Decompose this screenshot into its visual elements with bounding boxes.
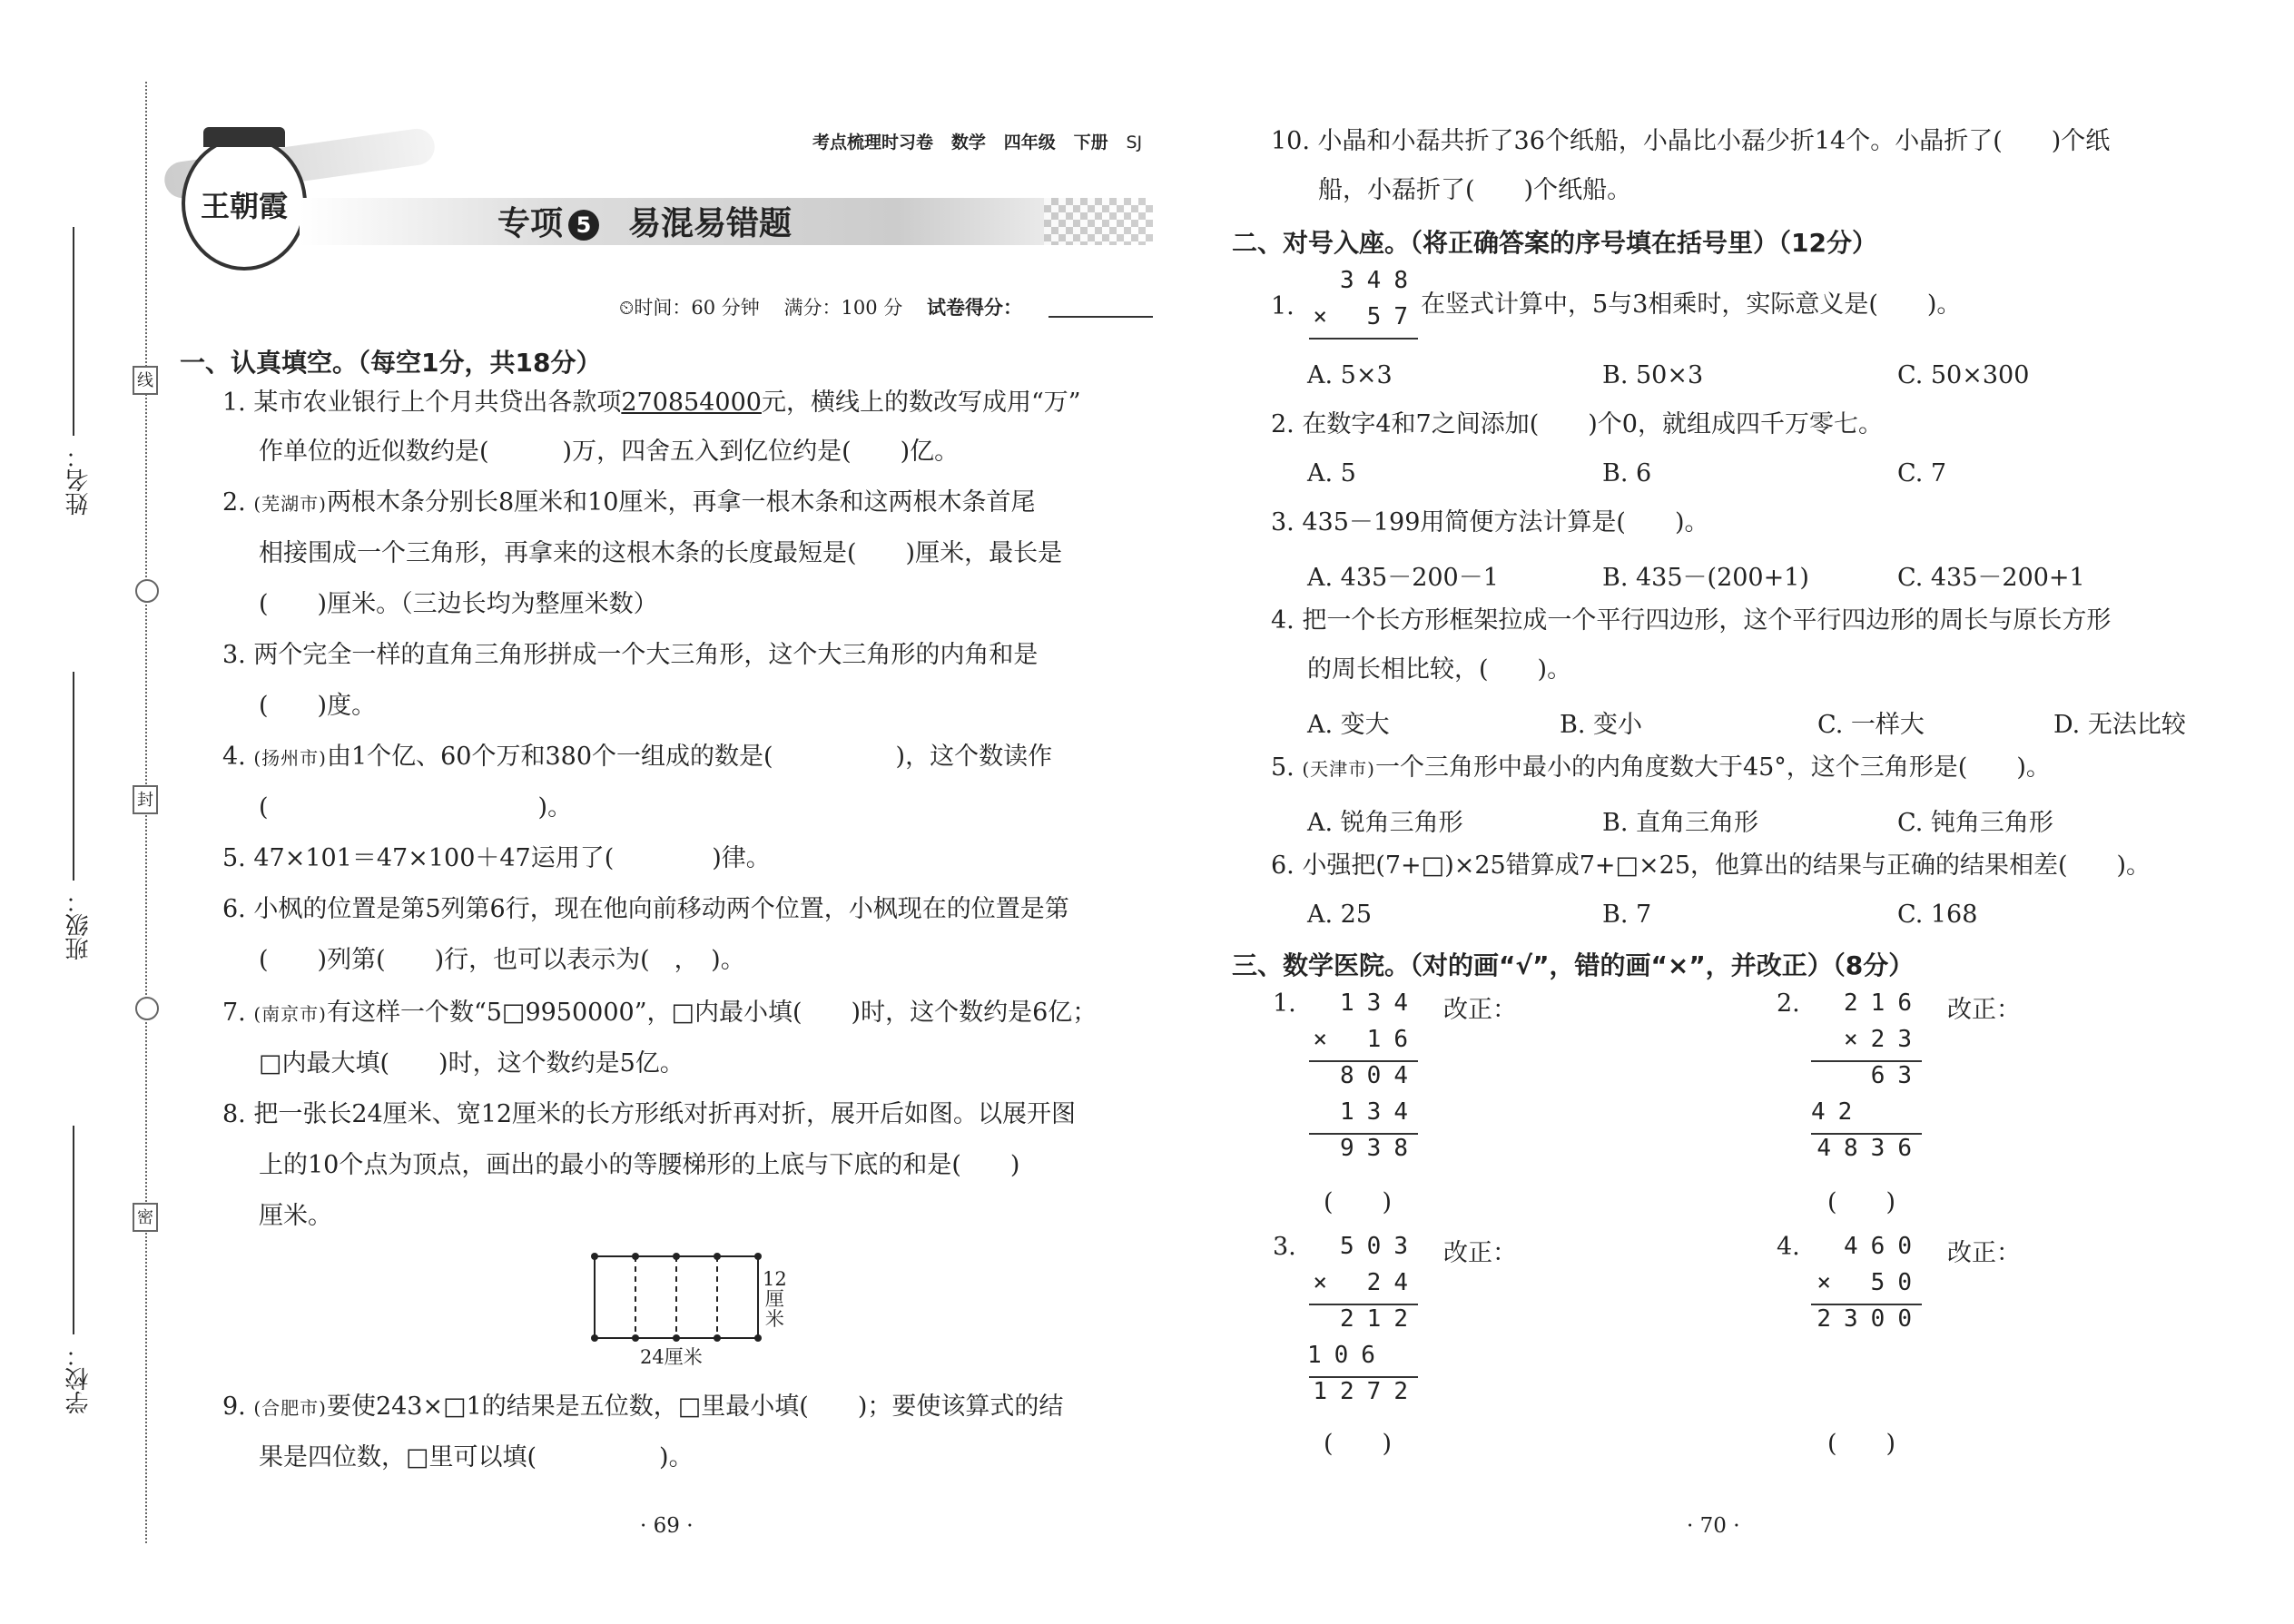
choice-q1-calc-rule: [1309, 338, 1418, 340]
choice-q1-opt-b[interactable]: B. 50×3: [1602, 361, 1704, 389]
choice-q6-opt-a[interactable]: A. 25: [1307, 901, 1373, 929]
choice-q5-opt-b[interactable]: B. 直角三角形: [1602, 809, 1759, 837]
school-field[interactable]: [54, 1126, 127, 1425]
choice-q4-opt-a[interactable]: A. 变大: [1307, 711, 1390, 739]
hospital-p1-row3: 804: [1340, 1062, 1421, 1089]
header-meta: [812, 129, 1142, 153]
fill-q8-line2: 上的10个点为顶点，画出的最小的等腰梯形的上底与下底的和是( ): [259, 1151, 1020, 1179]
title-number-badge: 5: [568, 210, 599, 241]
hospital-p1-row5: 938: [1340, 1135, 1421, 1162]
fill-q10-line2: 船，小磊折了( )个纸船。: [1318, 176, 1632, 204]
hospital-p4-row3: 2300: [1816, 1305, 1925, 1333]
binding-mark-mi: 密: [133, 1203, 158, 1232]
choice-q4: 4. 把一个长方形框架拉成一个平行四边形，这个平行四边形的周长与原长方形: [1271, 606, 2112, 635]
choice-q3-opt-c[interactable]: C. 435－200+1: [1897, 564, 2085, 592]
fill-q1-line2: 作单位的近似数约是( )万，四舍五入到亿位约是( )亿。: [259, 438, 960, 466]
fill-q6-line2: ( )列第( )行，也可以表示为( ， )。: [259, 946, 745, 974]
binding-ornament-icon: [135, 997, 159, 1020]
clock-icon: ⏲: [619, 297, 635, 319]
hospital-p2-row2: ×23: [1844, 1026, 1925, 1053]
hospital-p1-row1: 134: [1340, 989, 1421, 1017]
hospital-p4-fix-label: 改正：: [1947, 1239, 2021, 1267]
fill-q10: 10. 小晶和小磊共折了36个纸船，小晶比小磊少折14个。小晶折了( )个纸: [1271, 127, 2111, 155]
fill-q5: 5. 47×101＝47×100＋47运用了( )律。: [222, 844, 771, 872]
hospital-p4-num: 4.: [1777, 1233, 1800, 1261]
choice-q3: 3. 435－199用简便方法计算是( )。: [1271, 508, 1709, 536]
choice-q3-opt-a[interactable]: A. 435－200－1: [1307, 564, 1499, 592]
fill-q9: 9. (合肥市)要使243×□1的结果是五位数，□里最小填( )；要使该算式的结: [222, 1393, 1064, 1421]
choice-q5-opt-c[interactable]: C. 钝角三角形: [1897, 809, 2053, 837]
choice-q2-opt-b[interactable]: B. 6: [1602, 459, 1652, 487]
choice-q2-opt-c[interactable]: C. 7: [1897, 459, 1947, 487]
class-label: 班级：: [65, 890, 93, 960]
fill-q8: 8. 把一张长24厘米、宽12厘米的长方形纸对折再对折，展开后如图。以展开图: [222, 1100, 1077, 1128]
fill-q4: 4. (扬州市)由1个亿、60个万和380个一组成的数是( )，这个数读作: [222, 743, 1053, 771]
hospital-p3-row2: × 24: [1313, 1269, 1421, 1296]
school-label: 学校：: [65, 1343, 93, 1414]
choice-q1: 在竖式计算中，5与3相乘时，实际意义是( )。: [1421, 290, 1962, 319]
underlined-number: 270854000: [621, 389, 762, 417]
exam-info: ⏲时间：60 分钟 满分：100 分 试卷得分：: [619, 297, 1022, 319]
fill-q4-line2: ( )。: [259, 793, 573, 822]
hospital-p2-row4: 42: [1811, 1098, 1866, 1126]
hospital-p2-fix-label: 改正：: [1947, 996, 2021, 1024]
choice-q3-opt-b[interactable]: B. 435－(200+1): [1602, 564, 1809, 592]
fill-q7: 7. (南京市)有这样一个数“5□9950000”，□内最小填( )时，这个数约是6亿；: [222, 999, 1098, 1027]
hospital-p3-fix-label: 改正：: [1443, 1239, 1517, 1267]
hospital-p1-num: 1.: [1273, 989, 1296, 1018]
choice-q1-calc-bottom: × 57: [1313, 303, 1421, 330]
fill-q6: 6. 小枫的位置是第5列第6行，现在他向前移动两个位置，小枫现在的位置是第: [222, 895, 1069, 923]
volume: 下册: [1073, 133, 1108, 153]
figure-width-label: 24厘米: [640, 1346, 703, 1368]
binding-mark-feng: 封: [133, 785, 158, 814]
hospital-p4-judge[interactable]: ( ): [1827, 1430, 1896, 1458]
grade: 四年级: [1003, 133, 1056, 153]
fill-q7-line2: □内最大填( )时，这个数约是5亿。: [259, 1049, 684, 1078]
choice-q6: 6. 小强把(7+□)×25错算成7+□×25，他算出的结果与正确的结果相差( )。: [1271, 851, 2151, 880]
page-title: 专项 5 易混易错题: [497, 205, 793, 242]
folded-paper-figure: [581, 1249, 799, 1385]
score-input-line[interactable]: [1049, 316, 1153, 318]
class-field[interactable]: [54, 672, 127, 971]
hospital-p3-row4: 106: [1307, 1342, 1388, 1369]
hospital-p1-row4: 134: [1340, 1098, 1421, 1126]
edition: SJ: [1126, 133, 1143, 153]
choice-q1-opt-c[interactable]: C. 50×300: [1897, 361, 2030, 389]
section-3-title: 三、数学医院。（对的画“√”，错的画“×”，并改正）（8分）: [1232, 950, 1915, 980]
hospital-p3-row3: 212: [1340, 1305, 1421, 1333]
choice-q6-opt-c[interactable]: C. 168: [1897, 901, 1978, 929]
hospital-p3-row5: 1272: [1313, 1378, 1421, 1405]
fill-q8-line3: 厘米。: [259, 1202, 332, 1230]
section-1-title: 一、认真填空。（每空1分，共18分）: [180, 348, 602, 378]
hospital-p2-row3: 63: [1870, 1062, 1925, 1089]
name-field[interactable]: [54, 227, 127, 517]
hospital-p1-judge[interactable]: ( ): [1324, 1188, 1393, 1216]
subject: 数学: [950, 133, 986, 153]
binding-ornament-icon: [135, 579, 159, 603]
choice-q6-opt-b[interactable]: B. 7: [1602, 901, 1652, 929]
hospital-p2-row5: 4836: [1816, 1135, 1925, 1162]
hospital-p3-judge[interactable]: ( ): [1324, 1430, 1393, 1458]
hospital-p1-fix-label: 改正：: [1443, 996, 1517, 1024]
fill-q1: 1. 某市农业银行上个月共贷出各款项270854000元，横线上的数改写成用“万”: [222, 389, 1081, 417]
fill-q3: 3. 两个完全一样的直角三角形拼成一个大三角形，这个大三角形的内角和是: [222, 641, 1039, 669]
hospital-p4-row2: × 50: [1816, 1269, 1925, 1296]
choice-q4-opt-b[interactable]: B. 变小: [1560, 711, 1643, 739]
choice-q4-line2: 的周长相比较，( )。: [1307, 655, 1572, 684]
choice-q4-opt-c[interactable]: C. 一样大: [1817, 711, 1925, 739]
title-checker: [1044, 198, 1153, 245]
hospital-p2-row1: 216: [1844, 989, 1925, 1017]
hospital-p2-num: 2.: [1777, 989, 1800, 1018]
hospital-p1-row2: × 16: [1313, 1026, 1421, 1053]
fill-q2-line3: ( )厘米。（三边长均为整厘米数）: [259, 590, 658, 618]
hospital-p3-row1: 503: [1340, 1233, 1421, 1260]
binding-mark-xian: 线: [133, 366, 158, 395]
choice-q2-opt-a[interactable]: A. 5: [1307, 459, 1356, 487]
choice-q1-opt-a[interactable]: A. 5×3: [1307, 361, 1393, 389]
choice-q1-calc-top: 348: [1340, 267, 1421, 294]
choice-q5-opt-a[interactable]: A. 锐角三角形: [1307, 809, 1463, 837]
choice-q1-num: 1.: [1271, 292, 1295, 320]
page-number-left: · 69 ·: [640, 1514, 694, 1538]
fill-q2-line2: 相接围成一个三角形，再拿来的这根木条的长度最短是( )厘米，最长是: [259, 539, 1063, 567]
fill-q3-line2: ( )度。: [259, 692, 377, 720]
choice-q5: 5. (天津市)一个三角形中最小的内角度数大于45°，这个三角形是( )。: [1271, 753, 2051, 782]
section-2-title: 二、对号入座。（将正确答案的序号填在括号里）（12分）: [1232, 228, 1877, 258]
brand-logo: 王朝霞: [182, 136, 307, 271]
fill-q2: 2. (芜湖市)两根木条分别长8厘米和10厘米，再拿一根木条和这两根木条首尾: [222, 488, 1036, 517]
choice-q2: 2. 在数字4和7之间添加( )个0，就组成四千万零七。: [1271, 410, 1883, 438]
hospital-p2-judge[interactable]: ( ): [1827, 1188, 1896, 1216]
name-label: 姓名：: [65, 445, 93, 516]
choice-q4-opt-d[interactable]: D. 无法比较: [2053, 711, 2186, 739]
figure-height-label: 12 厘 米: [763, 1268, 787, 1331]
hospital-p3-num: 3.: [1273, 1233, 1296, 1261]
page-number-right: · 70 ·: [1687, 1514, 1740, 1538]
series-name: 考点梳理时习卷: [812, 133, 934, 153]
fill-q9-line2: 果是四位数，□里可以填( )。: [259, 1443, 694, 1471]
hospital-p4-row1: 460: [1844, 1233, 1925, 1260]
